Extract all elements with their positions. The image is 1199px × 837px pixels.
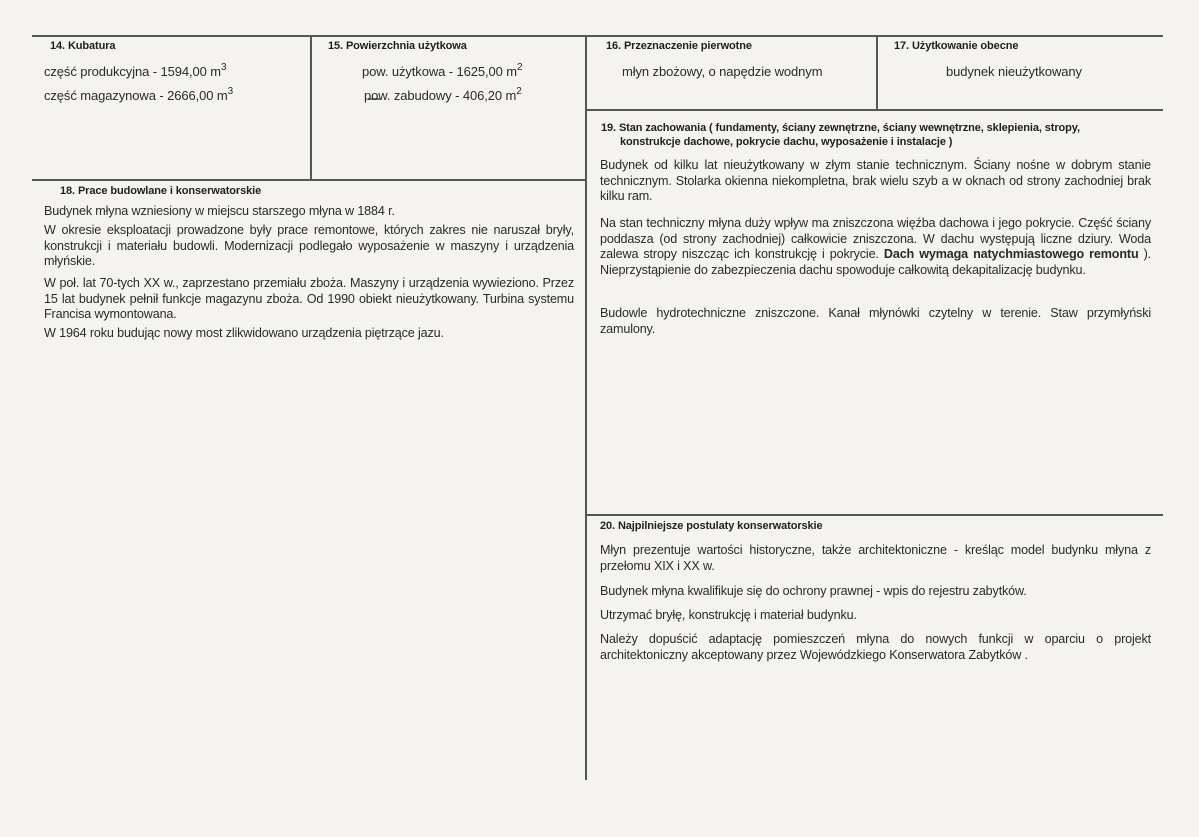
rule-under-16-17 (587, 109, 1163, 111)
rule-above-20 (587, 514, 1163, 516)
current-use-value: budynek nieużytkowany (946, 64, 1082, 79)
section-19-heading-line-2: konstrukcje dachowe, pokrycie dachu, wyposażenie i instalacje ) (620, 136, 953, 148)
section-19-paragraph-2: Na stan techniczny młyna duży wpływ ma zniszczona więźba dachowa i jego pokrycie. Część ściany poddasza (od strony zachodniej) całkowicie zniszczona. W dachu występują liczne dziury. Woda zalewa stropy niszcząc ich konstrukcję i pokrycie. Dach wymaga natychmiastowego remontu ). Nieprzystąpienie do zabezpieczenia dachu spowoduje całkowitą dekapitalizację budynku. (600, 216, 1151, 277)
section-18-paragraph-3: W poł. lat 70-tych XX w., zaprzestano przemiału zboża. Maszyny i urządzenia wywieziono. Przez 15 lat budynek pełnił funkcje magazynu zboża. Od 1990 obiekt nieużytkowany. Turbina systemu Francisa wymontowana. (44, 276, 574, 321)
section-19-paragraph-1: Budynek od kilku lat nieużytkowany w złym stanie technicznym. Ściany nośne w dobrym stanie technicznym. Stolarka okienna niekompletna, brak wielu szyb a w oknach od strony zachodniej brak kilku ram. (600, 158, 1151, 203)
section-14-heading: 14. Kubatura (50, 40, 116, 52)
section-18-paragraph-4: W 1964 roku budując nowy most zlikwidowano urządzenia piętrzące jazu. (44, 326, 444, 340)
section-18-heading: 18. Prace budowlane i konserwatorskie (60, 185, 262, 197)
top-rule (32, 35, 1163, 37)
section-20-paragraph-3: Utrzymać bryłę, konstrukcję i materiał budynku. (600, 608, 857, 622)
divider-16-17 (876, 35, 878, 110)
section-15-heading: 15. Powierzchnia użytkowa (328, 40, 467, 52)
section-18-paragraph-1: Budynek młyna wzniesiony w miejscu starszego młyna w 1884 r. (44, 204, 395, 218)
section-20-paragraph-4: Należy dopuścić adaptację pomieszczeń młyna do nowych funkcji w oparciu o projekt architektoniczny akceptowany przez Wojewódzkiego Konserwatora Zabytków . (600, 632, 1151, 662)
original-purpose-value: młyn zbożowy, o napędzie wodnym (622, 64, 823, 79)
section-19-paragraph-3: Budowle hydrotechniczne zniszczone. Kanał młynówki czytelny w terenie. Staw przymłyński zamulony. (600, 306, 1151, 336)
section-19-heading-line-1: 19. Stan zachowania ( fundamenty, ściany zewnętrzne, ściany wewnętrzne, sklepienia, stropy, (601, 122, 1080, 134)
section-20-paragraph-1: Młyn prezentuje wartości historyczne, także architektoniczne - kreśląc model budynku młyna z przełomu XIX i XX w. (600, 543, 1151, 573)
section-16-heading: 16. Przeznaczenie pierwotne (606, 40, 752, 52)
divider-14-15 (310, 35, 312, 180)
section-20-paragraph-2: Budynek młyna kwalifikuje się do ochrony prawnej - wpis do rejestru zabytków. (600, 584, 1027, 598)
rule-above-18 (32, 179, 587, 181)
kubatura-storage-line: część magazynowa - 2666,00 $m^3$ (44, 86, 234, 103)
usable-area-line: pow. użytkowa - 1625,00 $m^2$ (362, 62, 523, 79)
section-17-heading: 17. Użytkowanie obecne (894, 40, 1019, 52)
section-18-paragraph-2: W okresie eksploatacji prowadzone były prace remontowe, których zakres nie naruszał bryły, konstrukcji i materiału budowli. Modernizacji podlegało wyposażenie w maszyny i urządzenia młyńskie. (44, 223, 574, 268)
divider-15-16 (585, 35, 587, 780)
section-20-heading: 20. Najpilniejsze postulaty konserwatorskie (600, 520, 823, 532)
built-area-line: pow. zabudowy - 406,20 $m^2$ (364, 86, 522, 103)
kubatura-production-line: część produkcyjna - 1594,00 $m^3$ (44, 62, 227, 79)
